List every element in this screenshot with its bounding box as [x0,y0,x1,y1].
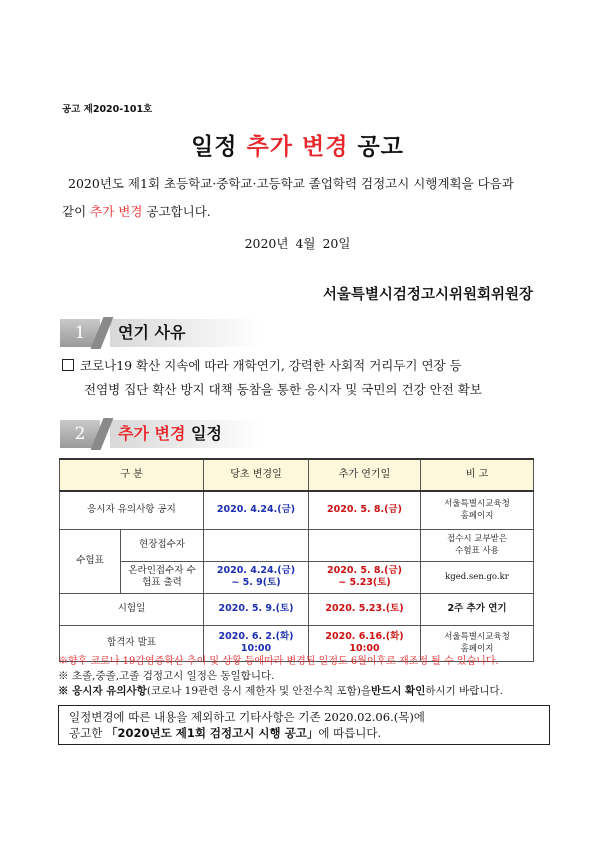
remark-line: 접수시 교부받은 [446,534,508,544]
date-line: 2020. 5. 8.(금) [327,565,402,576]
row-exam-label: 시험일 [60,593,204,625]
table-row [60,593,534,625]
row-notice-original: 2020. 4.24.(금) [204,491,309,529]
title-part3: 공고 [357,134,404,160]
date-line: 2020. 6. 2.(화) [218,631,294,642]
section2-title-rest: 일정 [190,424,222,443]
section2-title-red: 추가 변경 [118,424,186,443]
footer-line2 [69,725,539,741]
row-online-original [204,561,309,593]
remark-line: 서울특별시교육청 [444,499,510,510]
row-notice-remark [421,491,534,529]
notice-number: 공고 제2020-101호 [62,104,153,115]
reason-line1 [62,354,542,378]
section2-number: 2 [60,420,100,448]
reason-line2: 전염병 집단 확산 방지 대책 동참을 통한 응시자 및 국민의 건강 안전 확보 [84,382,482,397]
schedule-table [59,458,534,662]
group-label-ticket: 수험표 [60,529,121,593]
date-line: ~ 5. 9(토) [231,577,281,588]
footer-line2-post: 에 따릅니다. [318,726,382,740]
footer-notice-box [58,705,550,745]
row-online-postponed [309,561,421,593]
row-result-label: 합격자 발표 [60,625,204,661]
section1-title: 연기 사유 [118,323,186,342]
note3-bold: ※ 응시자 유의사항 [58,685,147,697]
intro-line2-pre: 같이 [62,204,87,219]
row-exam-original: 2020. 5. 9.(토) [204,593,309,625]
remark-line: 수험표 사용 [455,546,499,556]
row-onsite-label: 현장접수자 [121,529,204,561]
note3-mid: (코로나 19관련 응시 제한자 및 안전수칙 포함)을 [146,685,371,697]
intro-paragraph [62,170,540,226]
footer-line2-pre: 공고한 [69,726,103,740]
table-row [60,529,534,561]
row-notice-label: 응시자 유의사항 공지 [60,491,204,529]
row-online-remark: kged.sen.go.kr [421,561,534,593]
header-category: 구 분 [60,459,204,491]
checkbox-square-icon [62,359,74,371]
header-postponed-date: 추가 연기일 [309,459,421,491]
note-check-guidelines [58,684,538,699]
notes [58,654,538,699]
time-line: 10:00 [240,643,272,654]
table-header-row [60,459,534,491]
remark-line: 홈페이지 [460,511,494,522]
header-original-date: 당초 변경일 [204,459,309,491]
note-covid: ※향후 코로나 19감염증확산 추이 및 상황 등에따라 변경된 일정도 6월이후로 재조정 될 수 있습니다. [58,656,499,667]
remark-line: 홈페이지 [460,644,494,654]
row-online-label [121,561,204,593]
remark-line: 서울특별시교육청 [444,632,510,642]
time-line: 10:00 [349,643,380,654]
section1-number: 1 [60,319,100,347]
reason-line1-text: 코로나19 확산 지속에 따라 개학연기, 강력한 사회적 거리두기 연장 등 [80,358,462,373]
footer-line2-bold: 「2020년도 제1회 검정고시 시행 공고」 [105,726,319,740]
issuer: 서울특별시검정고시위원회위원장 [322,287,533,303]
row-exam-remark: 2주 추가 연기 [421,593,534,625]
date-line: 2020. 6.16.(화) [325,631,404,642]
section1-body [62,354,542,402]
row-exam-postponed: 2020. 5.23.(토) [309,593,421,625]
section2-heading [60,420,260,448]
row-onsite-original [204,529,309,561]
section1-heading [60,319,260,347]
note3-bold2: 반드시 확인 [370,685,426,697]
intro-line2-red: 추가 변경 [90,204,143,219]
note3-end: 하시기 바랍니다. [425,685,504,697]
intro-line2 [62,198,540,226]
table-row [60,561,534,593]
header-remark: 비 고 [421,459,534,491]
title-part1: 일정 [191,134,238,160]
date-line: 2020. 4.24.(금) [216,565,296,576]
row-onsite-remark [421,529,534,561]
label-line: 험표 출력 [142,577,182,588]
note-same-schedule: ※ 초졸,중졸,고졸 검정고시 일정은 동일합니다. [58,670,275,682]
row-notice-postponed: 2020. 5. 8.(금) [309,491,421,529]
title-part2: 추가 변경 [246,134,349,160]
intro-line2-post: 공고합니다. [146,204,211,219]
intro-line1: 2020년도 제1회 초등학교·중학교·고등학교 졸업학력 검정고시 시행계획을 다음과 [68,176,514,191]
section2-title [118,422,222,446]
notice-date: 2020년 4월 20일 [244,236,351,251]
date-line: ~ 5.23(토) [338,577,391,588]
row-onsite-postponed [309,529,421,561]
footer-line1: 일정변경에 따른 내용을 제외하고 기타사항은 기존 2020.02.06.(목)에 [69,710,425,724]
page-title [0,128,595,161]
table-row [60,491,534,529]
label-line: 온라인접수자 수 [128,565,196,576]
